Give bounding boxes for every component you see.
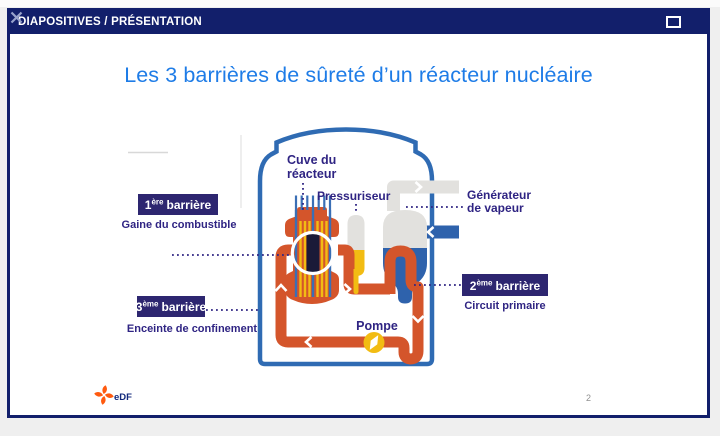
edf-logo [93,384,132,406]
pressurizer-top [348,215,365,250]
barrier-1-sup: ère [151,197,164,207]
edf-logo-text: eDF [114,392,132,403]
barrier-1-num: 1 [144,198,152,212]
slide-canvas [10,34,707,415]
barrier-2-sup: ème [476,278,493,288]
pressurizer-stem [354,269,359,294]
label-pressuriseur: Pressuriseur [317,189,391,203]
barrier-3-badge [127,296,258,335]
window-title: DIAPOSITIVES / PRÉSENTATION [18,16,202,28]
label-generateur-line1: Générateur [467,188,532,202]
fuel-cladding-highlight [307,232,320,274]
barrier-3-num: 3 [135,300,143,314]
close-icon[interactable] [686,15,701,30]
barrier-1-badge [122,194,237,231]
barrier-2-num: 2 [469,279,477,293]
reactor-diagram [10,34,707,415]
barrier-3-sup: ème [142,299,159,309]
label-cuve-line1: Cuve du [287,153,337,167]
window-controls [666,15,708,30]
close-x-glyph [9,10,24,25]
window-titlebar [9,10,708,34]
barrier-3-word: barrière [161,300,207,314]
label-cuve-line2: réacteur [287,167,337,181]
barrier-3-sublabel: Enceinte de confinement [126,323,258,335]
edf-flame-icon [93,384,115,406]
steam-generator-top [383,210,427,248]
barrier-2-badge [462,274,548,312]
label-generateur-line2: de vapeur [467,201,524,215]
barrier-2-sublabel: Circuit primaire [464,300,546,312]
page-number: 2 [586,393,592,403]
barrier-1-word: barrière [166,198,212,212]
label-pompe: Pompe [356,319,398,333]
barrier-1-sublabel: Gaine du combustible [121,219,237,231]
pump-icon [364,332,385,353]
slide-title: Les 3 barrières de sûreté d’un réacteur nucléaire [124,63,593,87]
maximize-icon[interactable] [666,16,681,28]
barrier-2-word: barrière [495,279,541,293]
presentation-window [7,8,710,418]
